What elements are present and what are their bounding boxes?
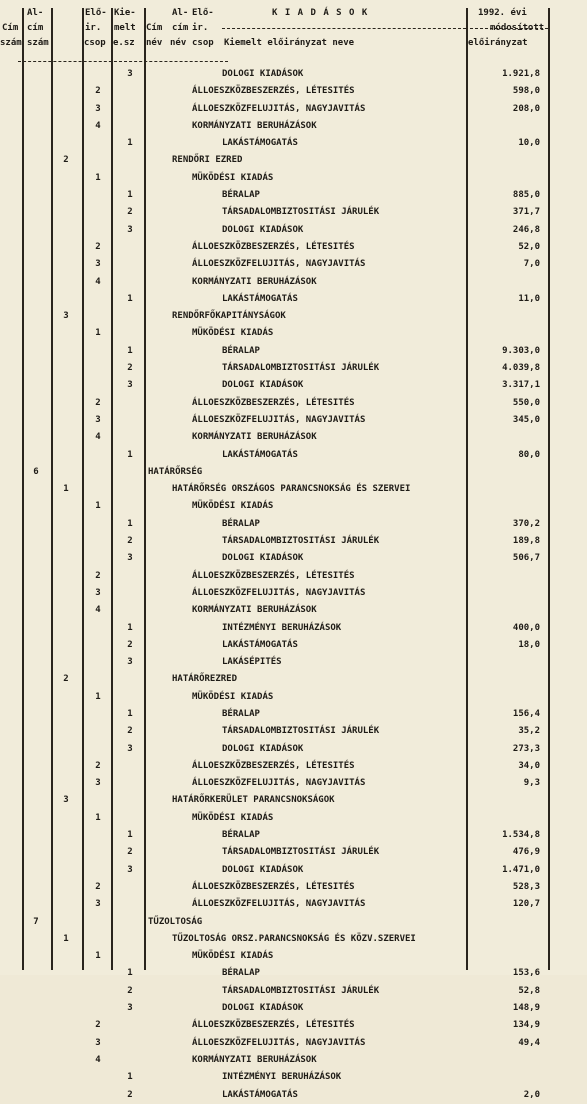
row-code-4: 1 bbox=[127, 622, 133, 633]
row-code-4: 3 bbox=[127, 657, 133, 668]
row-code-3: 3 bbox=[95, 414, 101, 425]
row-code-4: 2 bbox=[127, 639, 133, 650]
row-description: KORMÁNYZATI BERUHÁZÁSOK bbox=[192, 276, 317, 287]
table-row bbox=[0, 896, 587, 913]
row-description: MÜKÖDÉSI KIADÁS bbox=[192, 172, 274, 183]
table-row bbox=[0, 135, 587, 152]
table-row bbox=[0, 498, 587, 515]
row-description: TÁRSADALOMBIZTOSITÁSI JÁRULÉK bbox=[222, 985, 380, 996]
header-eloir: ir. bbox=[85, 23, 102, 33]
table-row bbox=[0, 187, 587, 204]
row-amount: 400,0 bbox=[512, 622, 540, 633]
row-code-4: 2 bbox=[127, 985, 133, 996]
header-title: K I A D Á S O K bbox=[272, 8, 369, 18]
header-eloir2: csop bbox=[192, 38, 214, 48]
row-description: TŰZOLTOSÁG bbox=[148, 916, 203, 927]
row-description: KORMÁNYZATI BERUHÁZÁSOK bbox=[192, 605, 317, 616]
row-code-3: 3 bbox=[95, 103, 101, 114]
table-row bbox=[0, 792, 587, 809]
row-description: KORMÁNYZATI BERUHÁZÁSOK bbox=[192, 120, 317, 131]
row-amount: 148,9 bbox=[512, 1003, 540, 1014]
row-amount: 134,9 bbox=[512, 1020, 540, 1031]
row-amount: 506,7 bbox=[512, 553, 540, 564]
row-amount: 35,2 bbox=[518, 726, 540, 737]
row-code-3: 4 bbox=[95, 605, 101, 616]
row-description: DOLOGI KIADÁSOK bbox=[222, 224, 304, 235]
row-description: ÁLLOESZKÖZBESZERZÉS, LÉTESITÉS bbox=[192, 881, 355, 892]
header-title: Kiemelt előirányzat neve bbox=[224, 38, 355, 48]
header-year: 1992. évi bbox=[478, 8, 527, 18]
row-description: ÁLLOESZKÖZFELUJITÁS, NAGYJAVITÁS bbox=[192, 899, 366, 910]
table-row bbox=[0, 637, 587, 654]
table-row bbox=[0, 325, 587, 342]
row-amount: 2,0 bbox=[523, 1089, 540, 1100]
table-row bbox=[0, 395, 587, 412]
table-row bbox=[0, 256, 587, 273]
row-description: TÁRSADALOMBIZTOSITÁSI JÁRULÉK bbox=[222, 726, 380, 737]
table-row bbox=[0, 274, 587, 291]
row-code-4: 2 bbox=[127, 1089, 133, 1100]
header-separator bbox=[470, 28, 548, 29]
row-description: ÁLLOESZKÖZBESZERZÉS, LÉTESITÉS bbox=[192, 241, 355, 252]
row-code-2: 2 bbox=[63, 155, 69, 166]
row-description: KORMÁNYZATI BERUHÁZÁSOK bbox=[192, 1054, 317, 1065]
row-description: MÜKÖDÉSI KIADÁS bbox=[192, 691, 274, 702]
header-kiemelt: e.sz bbox=[113, 38, 135, 48]
row-amount: 370,2 bbox=[512, 518, 540, 529]
row-code-4: 1 bbox=[127, 190, 133, 201]
header-alcimnev: cím bbox=[172, 23, 189, 33]
row-description: RENDŐRFŐKAPITÁNYSÁGOK bbox=[172, 311, 286, 322]
row-amount: 208,0 bbox=[512, 103, 540, 114]
row-code-4: 1 bbox=[127, 830, 133, 841]
row-code-4: 1 bbox=[127, 138, 133, 149]
table-row bbox=[0, 308, 587, 325]
row-code-4: 2 bbox=[127, 726, 133, 737]
row-description: HATÁRŐRSÉG bbox=[148, 466, 203, 477]
row-code-4: 2 bbox=[127, 207, 133, 218]
table-row bbox=[0, 983, 587, 1000]
row-description: INTÉZMÉNYI BERUHÁZÁSOK bbox=[222, 1072, 342, 1083]
row-amount: 345,0 bbox=[512, 414, 540, 425]
table-row bbox=[0, 360, 587, 377]
row-description: DOLOGI KIADÁSOK bbox=[222, 864, 304, 875]
row-code-3: 2 bbox=[95, 241, 101, 252]
table-row bbox=[0, 83, 587, 100]
row-amount: 11,0 bbox=[518, 293, 540, 304]
row-code-4: 1 bbox=[127, 293, 133, 304]
row-amount: 49,4 bbox=[518, 1037, 540, 1048]
row-description: ÁLLOESZKÖZFELUJITÁS, NAGYJAVITÁS bbox=[192, 414, 366, 425]
row-code-3: 3 bbox=[95, 259, 101, 270]
row-code-3: 3 bbox=[95, 778, 101, 789]
table-row bbox=[0, 481, 587, 498]
header-eloir: Elő- bbox=[85, 8, 107, 18]
row-code-3: 2 bbox=[95, 397, 101, 408]
row-code-2: 3 bbox=[63, 795, 69, 806]
row-amount: 52,8 bbox=[518, 985, 540, 996]
row-amount: 153,6 bbox=[512, 968, 540, 979]
row-description: ÁLLOESZKÖZFELUJITÁS, NAGYJAVITÁS bbox=[192, 103, 366, 114]
row-amount: 52,0 bbox=[518, 241, 540, 252]
row-code-4: 2 bbox=[127, 847, 133, 858]
table-row bbox=[0, 671, 587, 688]
table-row bbox=[0, 914, 587, 931]
row-code-3: 2 bbox=[95, 1020, 101, 1031]
table-row bbox=[0, 862, 587, 879]
row-code-4: 3 bbox=[127, 1003, 133, 1014]
header-separator bbox=[222, 28, 466, 29]
row-amount: 1.471,0 bbox=[502, 864, 540, 875]
row-description: LAKÁSTÁMOGATÁS bbox=[222, 639, 298, 650]
row-code-2: 2 bbox=[63, 674, 69, 685]
table-row bbox=[0, 1069, 587, 1086]
row-amount: 1.921,8 bbox=[502, 69, 540, 79]
row-description: ÁLLOESZKÖZFELUJITÁS, NAGYJAVITÁS bbox=[192, 1037, 366, 1048]
table-row bbox=[0, 585, 587, 602]
header-eloir: csop bbox=[84, 38, 106, 48]
row-amount: 189,8 bbox=[512, 536, 540, 547]
row-description: ÁLLOESZKÖZBESZERZÉS, LÉTESITÉS bbox=[192, 760, 355, 771]
row-description: LAKÁSTÁMOGATÁS bbox=[222, 293, 298, 304]
table-row bbox=[0, 239, 587, 256]
row-code-4: 1 bbox=[127, 1072, 133, 1083]
table-row bbox=[0, 775, 587, 792]
row-code-3: 1 bbox=[95, 172, 101, 183]
table-row bbox=[0, 533, 587, 550]
row-description: DOLOGI KIADÁSOK bbox=[222, 743, 304, 754]
row-code-3: 1 bbox=[95, 501, 101, 512]
row-code-3: 4 bbox=[95, 1054, 101, 1065]
header-alcimnev: név bbox=[170, 38, 187, 48]
row-description: HATÁRŐRKERÜLET PARANCSNOKSÁGOK bbox=[172, 795, 335, 806]
row-code-3: 1 bbox=[95, 951, 101, 962]
row-description: LAKÁSTÁMOGATÁS bbox=[222, 1089, 298, 1100]
header-alcim: Al- bbox=[27, 8, 44, 18]
row-description: TŰZOLTOSÁG ORSZ.PARANCSNOKSÁG ÉS KÖZV.SZERVEI bbox=[172, 933, 416, 944]
row-code-4: 1 bbox=[127, 518, 133, 529]
table-row bbox=[0, 723, 587, 740]
row-description: BÉRALAP bbox=[222, 345, 260, 356]
row-description: TÁRSADALOMBIZTOSITÁSI JÁRULÉK bbox=[222, 207, 380, 218]
row-amount: 1.534,8 bbox=[502, 830, 540, 841]
table-row bbox=[0, 706, 587, 723]
row-code-3: 1 bbox=[95, 691, 101, 702]
row-code-1: 6 bbox=[33, 466, 39, 477]
row-description: ÁLLOESZKÖZBESZERZÉS, LÉTESITÉS bbox=[192, 570, 355, 581]
row-code-4: 1 bbox=[127, 449, 133, 460]
row-description: ÁLLOESZKÖZFELUJITÁS, NAGYJAVITÁS bbox=[192, 587, 366, 598]
table-row bbox=[0, 291, 587, 308]
row-description: ÁLLOESZKÖZBESZERZÉS, LÉTESITÉS bbox=[192, 86, 355, 97]
header-line-3 bbox=[0, 36, 587, 51]
header-modositott: módosított bbox=[490, 23, 545, 33]
row-description: DOLOGI KIADÁSOK bbox=[222, 1003, 304, 1014]
table-row bbox=[0, 948, 587, 965]
row-code-3: 4 bbox=[95, 120, 101, 131]
table-row bbox=[0, 66, 587, 83]
header-kiemelt: melt bbox=[114, 23, 136, 33]
row-code-3: 2 bbox=[95, 570, 101, 581]
table-row bbox=[0, 516, 587, 533]
row-amount: 9.303,0 bbox=[502, 345, 540, 356]
header-kiemelt: Kie- bbox=[114, 8, 136, 18]
row-code-4: 1 bbox=[127, 708, 133, 719]
row-description: MÜKÖDÉSI KIADÁS bbox=[192, 328, 274, 339]
row-code-4: 3 bbox=[127, 864, 133, 875]
table-row bbox=[0, 118, 587, 135]
row-code-3: 4 bbox=[95, 432, 101, 443]
row-code-3: 2 bbox=[95, 760, 101, 771]
row-code-3: 2 bbox=[95, 881, 101, 892]
row-amount: 246,8 bbox=[512, 224, 540, 235]
row-code-1: 7 bbox=[33, 916, 39, 927]
table-row bbox=[0, 965, 587, 982]
row-amount: 371,7 bbox=[512, 207, 540, 218]
header-alcimnev: Al- bbox=[172, 8, 189, 18]
row-description: MÜKÖDÉSI KIADÁS bbox=[192, 812, 274, 823]
row-code-3: 3 bbox=[95, 587, 101, 598]
row-description: LAKÁSÉPITÉS bbox=[222, 657, 282, 668]
row-description: LAKÁSTÁMOGATÁS bbox=[222, 138, 298, 149]
table-row bbox=[0, 170, 587, 187]
row-description: HATÁRŐRSÉG ORSZÁGOS PARANCSNOKSÁG ÉS SZERVEI bbox=[172, 484, 411, 495]
row-description: BÉRALAP bbox=[222, 518, 260, 529]
row-code-4: 3 bbox=[127, 69, 133, 79]
row-amount: 34,0 bbox=[518, 760, 540, 771]
row-code-4: 3 bbox=[127, 224, 133, 235]
table-row bbox=[0, 879, 587, 896]
row-description: BÉRALAP bbox=[222, 968, 260, 979]
row-amount: 10,0 bbox=[518, 138, 540, 149]
table-row bbox=[0, 412, 587, 429]
table-row bbox=[0, 1017, 587, 1034]
table-row bbox=[0, 550, 587, 567]
row-description: DOLOGI KIADÁSOK bbox=[222, 380, 304, 391]
row-code-4: 2 bbox=[127, 363, 133, 374]
table-row bbox=[0, 101, 587, 118]
row-description: INTÉZMÉNYI BERUHÁZÁSOK bbox=[222, 622, 342, 633]
row-code-3: 3 bbox=[95, 1037, 101, 1048]
table-row bbox=[0, 343, 587, 360]
header-separator bbox=[18, 61, 228, 62]
table-row bbox=[0, 1035, 587, 1052]
row-description: ÁLLOESZKÖZFELUJITÁS, NAGYJAVITÁS bbox=[192, 259, 366, 270]
row-description: TÁRSADALOMBIZTOSITÁSI JÁRULÉK bbox=[222, 363, 380, 374]
row-description: LAKÁSTÁMOGATÁS bbox=[222, 449, 298, 460]
header-eloir2: Elő- bbox=[192, 8, 214, 18]
row-amount: 598,0 bbox=[512, 86, 540, 97]
row-description: ÁLLOESZKÖZBESZERZÉS, LÉTESITÉS bbox=[192, 397, 355, 408]
row-amount: 80,0 bbox=[518, 449, 540, 460]
header-cim: Cím bbox=[2, 23, 19, 33]
row-amount: 9,3 bbox=[523, 778, 540, 789]
table-row bbox=[0, 1087, 587, 1104]
table-row bbox=[0, 1000, 587, 1017]
row-code-3: 2 bbox=[95, 86, 101, 97]
row-description: BÉRALAP bbox=[222, 708, 260, 719]
table-row bbox=[0, 204, 587, 221]
row-amount: 476,9 bbox=[512, 847, 540, 858]
row-amount: 156,4 bbox=[512, 708, 540, 719]
row-description: HATÁRŐREZRED bbox=[172, 674, 238, 685]
row-code-4: 1 bbox=[127, 345, 133, 356]
table-row bbox=[0, 447, 587, 464]
header-year: előirányzat bbox=[468, 38, 528, 48]
header-cim: szám bbox=[0, 38, 22, 48]
row-code-2: 3 bbox=[63, 311, 69, 322]
row-description: MÜKÖDÉSI KIADÁS bbox=[192, 951, 274, 962]
header-alcim: cím bbox=[27, 23, 44, 33]
table-row bbox=[0, 758, 587, 775]
table-row bbox=[0, 741, 587, 758]
row-description: DOLOGI KIADÁSOK bbox=[222, 553, 304, 564]
table-row bbox=[0, 222, 587, 239]
row-code-4: 2 bbox=[127, 536, 133, 547]
table-row bbox=[0, 464, 587, 481]
row-code-4: 3 bbox=[127, 380, 133, 391]
header-line-1 bbox=[0, 6, 587, 21]
row-description: RENDŐRI EZRED bbox=[172, 155, 243, 166]
table-row bbox=[0, 810, 587, 827]
table-row bbox=[0, 429, 587, 446]
header-alcim: szám bbox=[27, 38, 49, 48]
row-description: TÁRSADALOMBIZTOSITÁSI JÁRULÉK bbox=[222, 847, 380, 858]
row-description: BÉRALAP bbox=[222, 190, 260, 201]
table-row bbox=[0, 568, 587, 585]
row-description: MÜKÖDÉSI KIADÁS bbox=[192, 501, 274, 512]
row-description: TÁRSADALOMBIZTOSITÁSI JÁRULÉK bbox=[222, 536, 380, 547]
row-description: KORMÁNYZATI BERUHÁZÁSOK bbox=[192, 432, 317, 443]
table-row bbox=[0, 377, 587, 394]
row-amount: 7,0 bbox=[523, 259, 540, 270]
table-row bbox=[0, 602, 587, 619]
header-cimnev: név bbox=[146, 38, 163, 48]
header-cimnev: Cím bbox=[146, 23, 163, 33]
table-row bbox=[0, 689, 587, 706]
row-amount: 528,3 bbox=[512, 881, 540, 892]
row-amount: 273,3 bbox=[512, 743, 540, 754]
table-row bbox=[0, 931, 587, 948]
row-description: BÉRALAP bbox=[222, 830, 260, 841]
budget-table bbox=[0, 66, 587, 1104]
table-row bbox=[0, 1052, 587, 1069]
table-row bbox=[0, 654, 587, 671]
row-amount: 18,0 bbox=[518, 639, 540, 650]
row-code-4: 1 bbox=[127, 968, 133, 979]
row-code-3: 3 bbox=[95, 899, 101, 910]
row-amount: 885,0 bbox=[512, 190, 540, 201]
row-code-2: 1 bbox=[63, 484, 69, 495]
row-amount: 4.039,8 bbox=[502, 363, 540, 374]
row-amount: 120,7 bbox=[512, 899, 540, 910]
row-description: ÁLLOESZKÖZBESZERZÉS, LÉTESITÉS bbox=[192, 1020, 355, 1031]
table-row bbox=[0, 827, 587, 844]
row-code-3: 1 bbox=[95, 812, 101, 823]
row-amount: 3.317,1 bbox=[502, 380, 540, 391]
row-description: DOLOGI KIADÁSOK bbox=[222, 69, 304, 79]
header-eloir2: ir. bbox=[192, 23, 209, 33]
row-code-4: 3 bbox=[127, 553, 133, 564]
table-row bbox=[0, 152, 587, 169]
table-row bbox=[0, 620, 587, 637]
row-description: ÁLLOESZKÖZFELUJITÁS, NAGYJAVITÁS bbox=[192, 778, 366, 789]
row-code-3: 4 bbox=[95, 276, 101, 287]
row-code-3: 1 bbox=[95, 328, 101, 339]
row-code-4: 3 bbox=[127, 743, 133, 754]
row-amount: 550,0 bbox=[512, 397, 540, 408]
row-code-2: 1 bbox=[63, 933, 69, 944]
table-row bbox=[0, 844, 587, 861]
